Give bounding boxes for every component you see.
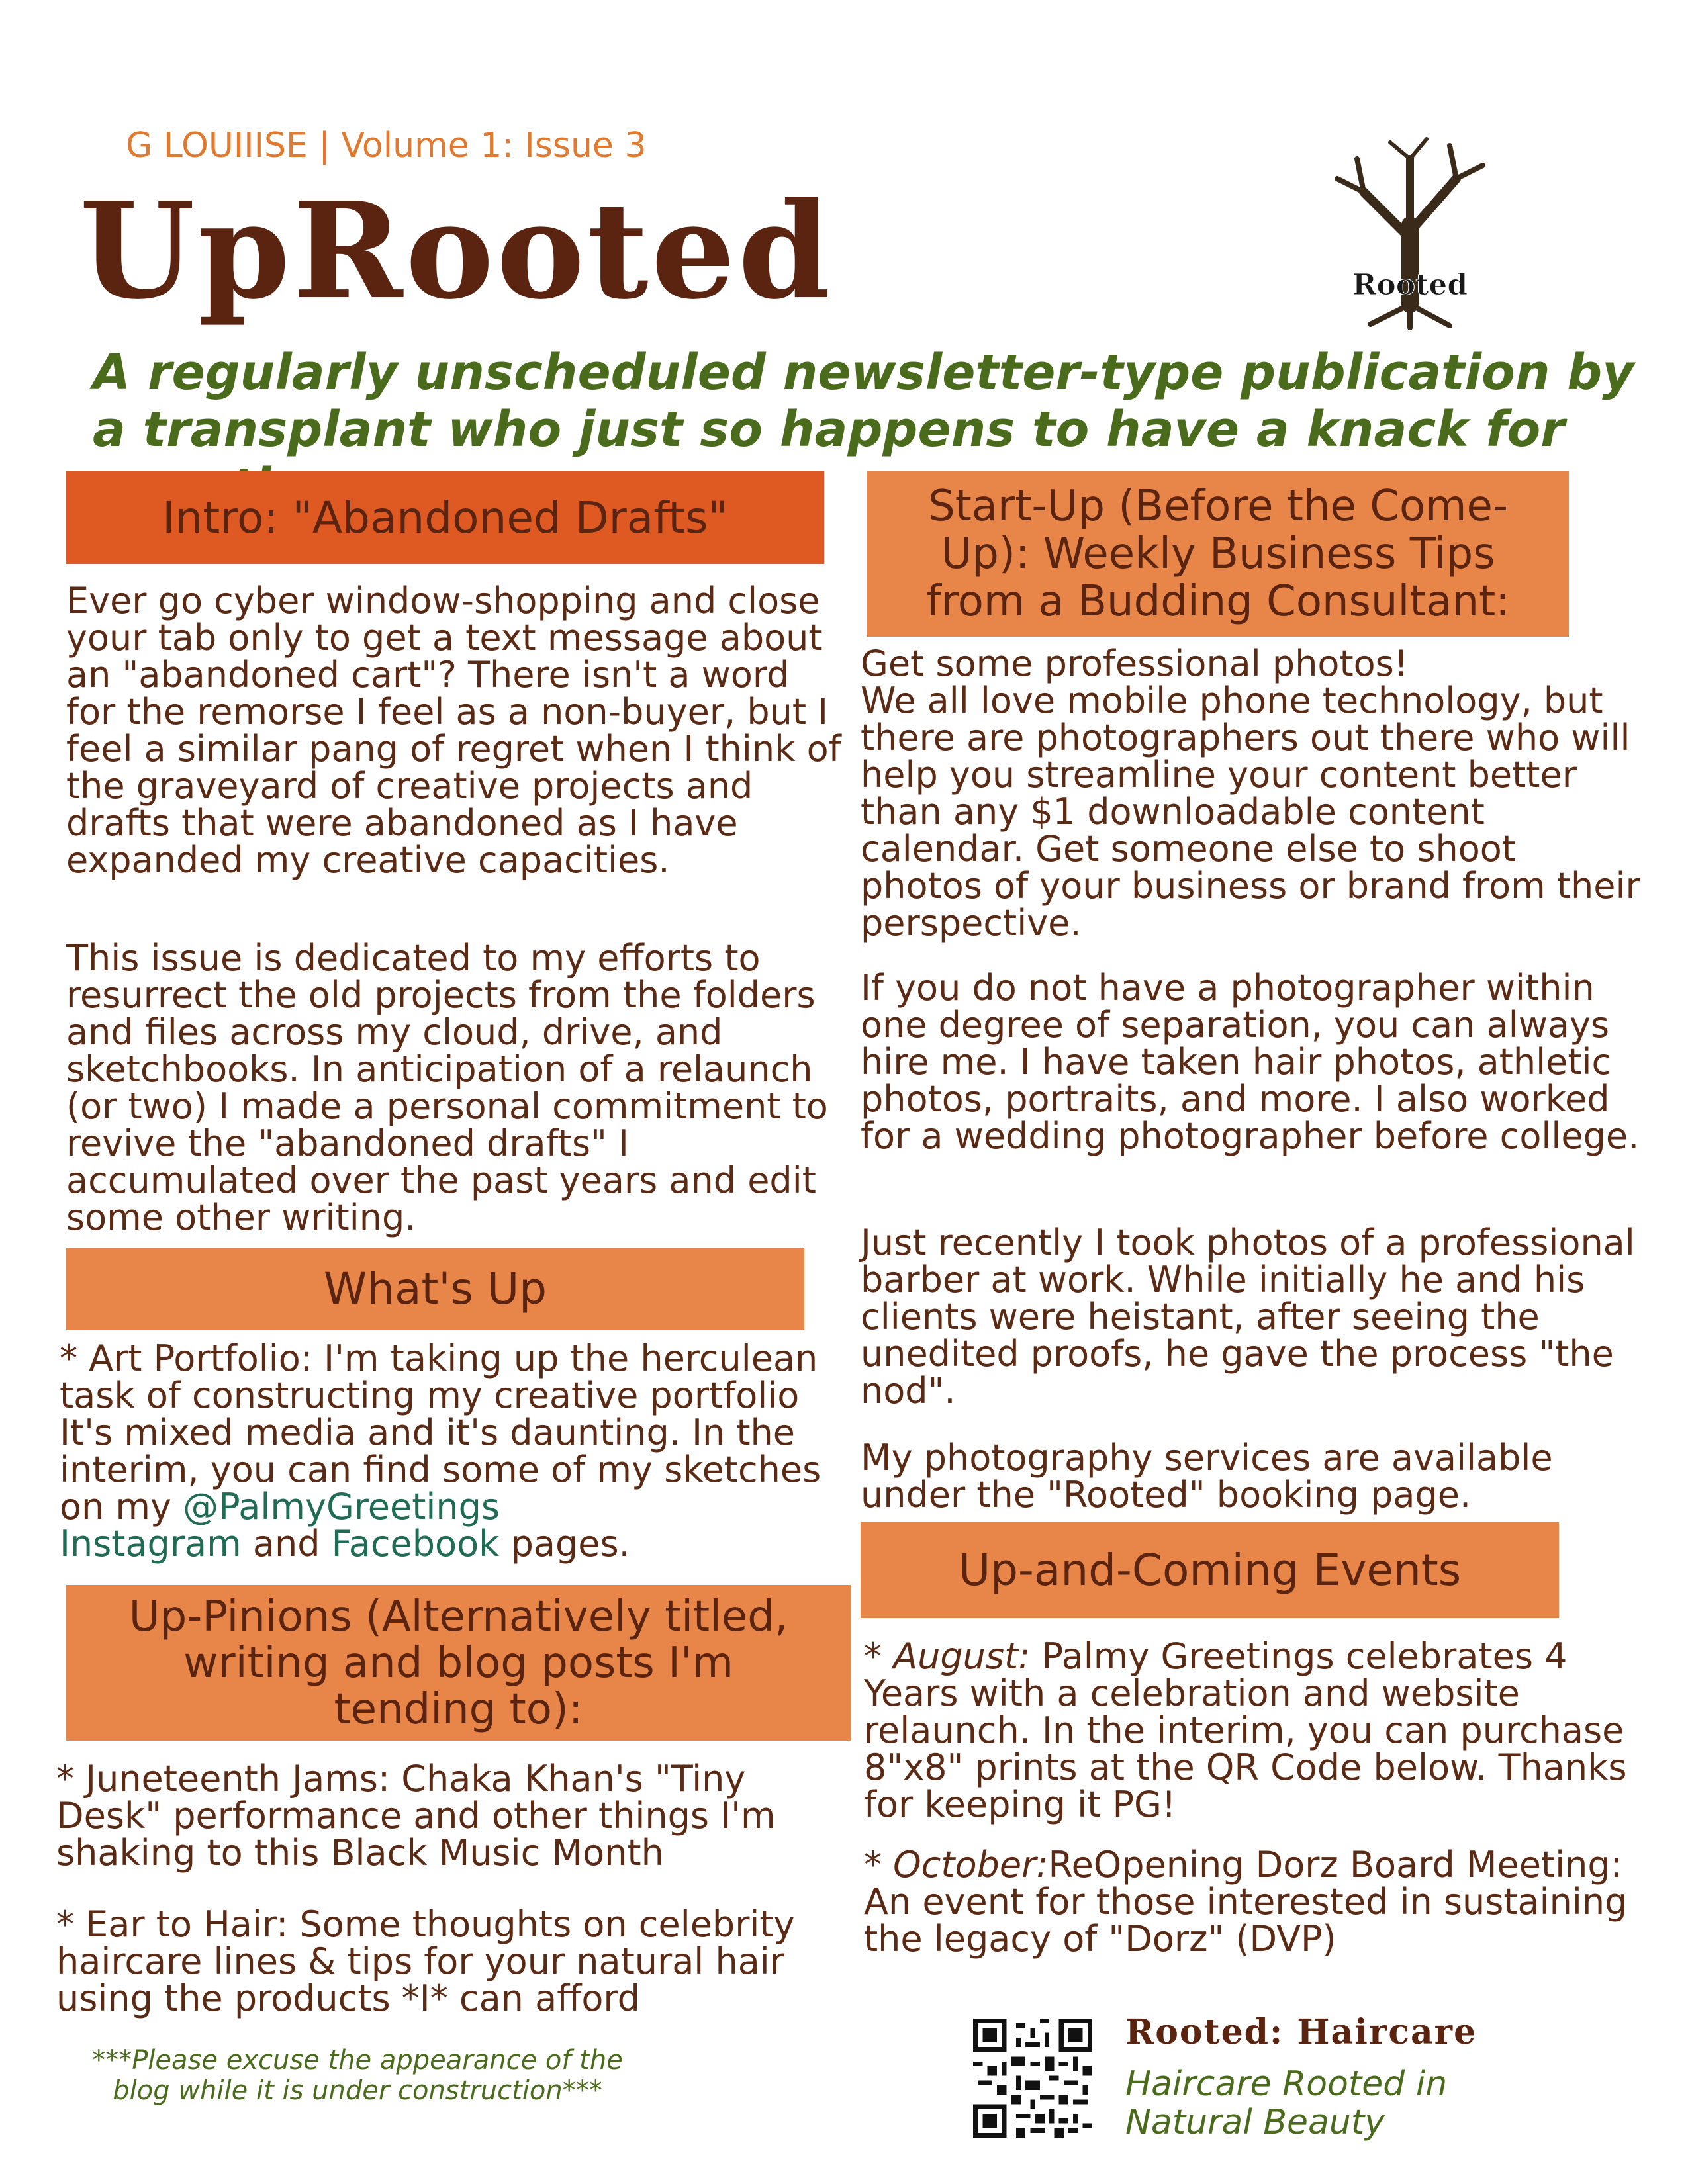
tagline: A regularly unscheduled newsletter-type publication by a transplant who just so happens to have a knack for [93,344,1634,458]
tree-logo-icon [1311,132,1509,331]
events-item-october: * October:ReOpening Dorz Board Meeting: An event for those interested in sustaining the legacy of "Dorz" (DVP) [864,1844,1628,1960]
uppinions-heading: Up-Pinions (Alternatively titled, writing and blog posts I'm tending to): [66,1585,851,1741]
intro-paragraph-2: This issue is dedicated to my efforts to resurrect the old projects from the folders and files across my cloud, drive, and sketchbooks. In anticipation of a relaunch (or two) I made a personal commitment to revive the "abandoned drafts" I accumulated over the past years and edit some other writing. [66,937,828,1238]
newsletter-title: UpRooted [79,173,833,329]
issue-kicker: G LOUIIISE | Volume 1: Issue 3 [126,126,647,165]
events-item-august: * August: Palmy Greetings celebrates 4 Years with a celebration and website relaunch. In the interim, you can purchase 8"x8" prints at the QR Code below. Thanks for keeping it PG! [864,1635,1627,1825]
whats-up-item: * Art Portfolio: I'm taking up the herculean task of constructing my creative portfolio It's mixed media and it's daunting. In the interim, you can find some of my sketches on my @PalmyGreetings Instagram and Facebook pages. [60,1338,821,1565]
brand-tagline: Haircare Rooted in Natural Beauty [1125,2064,1448,2142]
uppinions-item-1: * Juneteenth Jams: Chaka Khan's "Tiny Desk" performance and other things I'm shaking to this Black Music Month [56,1758,776,1874]
whats-up-heading: What's Up [66,1248,804,1330]
startup-paragraph-4: My photography services are available under the "Rooted" booking page. [861,1437,1553,1516]
startup-paragraph-1: Get some professional photos! We all love mobile phone technology, but there are photographers out there who will help you streamline your content better than any $1 downloadable content calendar. Get someone else to shoot photos of your business or brand from their perspective. [861,643,1640,944]
facebook-link[interactable]: Facebook [331,1523,500,1565]
uppinions-item-2: * Ear to Hair: Some thoughts on celebrity haircare lines & tips for your natural hair using the products *I* can afford [56,1903,795,2019]
instagram-link[interactable]: Instagram [60,1523,242,1565]
logo-wordmark: Rooted [1352,268,1468,302]
startup-paragraph-2: If you do not have a photographer within one degree of separation, you can always hire me. I have taken hair photos, athletic photos, portraits, and more. I also worked for a wedding photographer before college. [861,967,1640,1157]
events-heading: Up-and-Coming Events [861,1522,1559,1618]
startup-heading: Start-Up (Before the Come-Up): Weekly Business Tips from a Budding Consultant: [867,471,1569,637]
brand-name: Rooted: Haircare [1125,2012,1477,2052]
blog-construction-note: ***Please excuse the appearance of the blog while it is under construction*** [92,2045,623,2106]
startup-paragraph-3: Just recently I took photos of a professional barber at work. While initially he and his clients were heistant, after seeing the unedited proofs, he gave the process "the nod". [861,1222,1635,1412]
intro-heading: Intro: "Abandoned Drafts" [66,471,824,564]
qr-code-icon[interactable] [973,2019,1092,2138]
instagram-handle: @PalmyGreetings [183,1486,500,1527]
intro-paragraph-1: Ever go cyber window-shopping and close your tab only to get a text message about an "abandoned cart"? There isn't a word for the remorse I feel as a non-buyer, but I feel a similar pang of regret when I think of the graveyard of creative projects and drafts that were abandoned as I have expanded my creative capacities. [66,580,841,881]
